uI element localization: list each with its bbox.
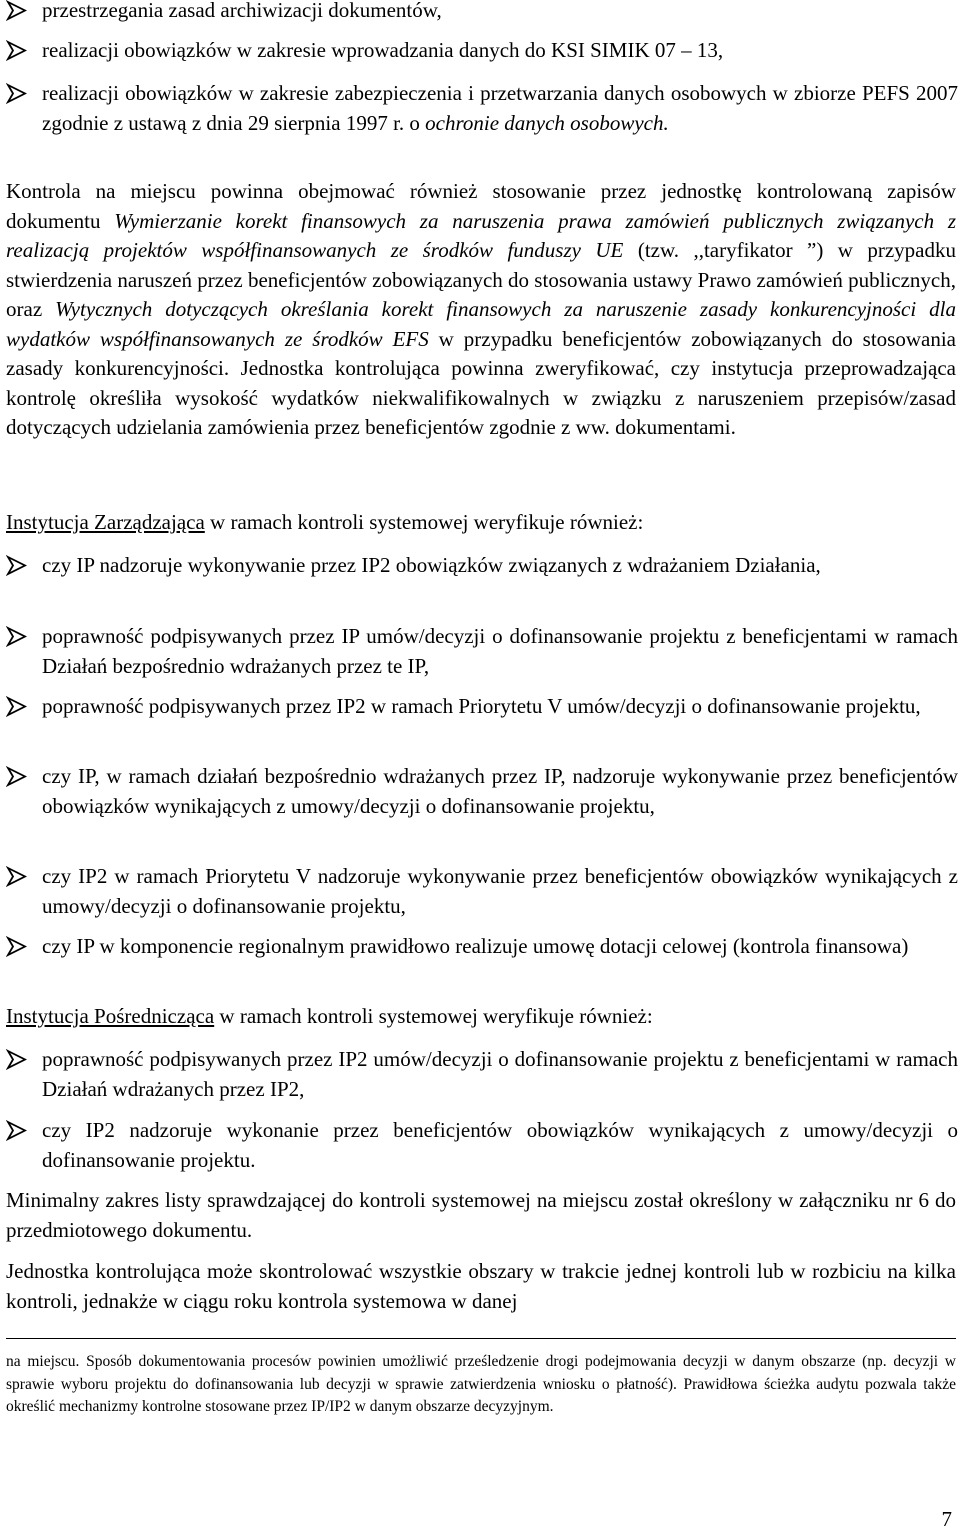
bullet-text: poprawność podpisywanych przez IP2 umów/decyzji o dofinansowanie projektu z beneficjentami w ramach Działań wdrażanych przez IP2, bbox=[42, 1047, 958, 1101]
paragraph-text: Minimalny zakres listy sprawdzającej do kontroli systemowej na miejscu został określony w załączniku nr 6 do przedmiotowego dokumentu. bbox=[6, 1188, 956, 1242]
jednostka-paragraph bbox=[6, 1257, 956, 1316]
arrow-bullet-icon bbox=[6, 626, 28, 647]
list-item bbox=[6, 1116, 958, 1175]
paragraph-text: Kontrola na miejscu powinna obejmować również stosowanie przez jednostkę kontrolowaną zapisów dokumentu bbox=[6, 179, 956, 233]
iz-heading-rest: w ramach kontroli systemowej weryfikuje również: bbox=[204, 510, 644, 534]
arrow-bullet-icon bbox=[6, 0, 28, 21]
bullet-text: realizacji obowiązków w zakresie wprowadzania danych do KSI SIMIK 07 – 13, bbox=[42, 38, 724, 62]
list-item bbox=[6, 1045, 958, 1104]
arrow-bullet-icon bbox=[6, 1049, 28, 1070]
bullet-text-italic: ochronie danych osobowych. bbox=[425, 110, 669, 135]
footnote-text: na miejscu. Sposób dokumentowania procesów powinien umożliwić prześledzenie drogi podejmowania decyzji w danym obszarze (np. decyzji w sprawie wyboru projektu do dofinansowania lub decyzji w sprawie zatwierdzenia wniosku o płatność). Prawidłowa ścieżka audytu pozwala także określić mechanizmy kontrolne stosowane przez IP/IP2 w danym obszarze decyzyjnym. bbox=[6, 1353, 956, 1415]
list-item bbox=[6, 862, 958, 921]
list-item bbox=[6, 0, 958, 26]
bullet-text: czy IP2 nadzoruje wykonanie przez beneficjentów obowiązków wynikających z umowy/decyzji o dofinansowanie projektu. bbox=[42, 1118, 958, 1172]
list-item bbox=[6, 551, 958, 581]
footnote bbox=[6, 1351, 956, 1419]
arrow-bullet-icon bbox=[6, 696, 28, 717]
paragraph-text: Jednostka kontrolująca może skontrolować wszystkie obszary w trakcie jednej kontroli lub w rozbiciu na kilka kontroli, jednakże w ciągu roku kontrola systemowa w danej bbox=[6, 1259, 956, 1313]
arrow-bullet-icon bbox=[6, 1120, 28, 1141]
arrow-bullet-icon bbox=[6, 83, 28, 104]
arrow-bullet-icon bbox=[6, 766, 28, 787]
document-title-italic: Wytycznych dotyczących określania korekt finansowych za naruszenie zasady konkurencyjności dla wydatków współfinansowanych ze środków EFS bbox=[6, 297, 956, 351]
ip-heading-underlined: Instytucja Pośrednicząca bbox=[6, 1004, 215, 1028]
bullet-text: czy IP, w ramach działań bezpośrednio wdrażanych przez IP, nadzoruje wykonywanie przez beneficjentów obowiązków wynikających z umowy/decyzji o dofinansowanie projektu, bbox=[42, 764, 958, 818]
bullet-text: poprawność podpisywanych przez IP2 w ramach Priorytetu V umów/decyzji o dofinansowanie projektu, bbox=[42, 694, 921, 718]
ip-heading bbox=[6, 1002, 956, 1032]
bullet-text: czy IP nadzoruje wykonywanie przez IP2 obowiązków związanych z wdrażaniem Działania, bbox=[42, 553, 821, 577]
kontrola-paragraph bbox=[6, 177, 956, 443]
bullet-text: realizacji obowiązków w zakresie zabezpieczenia i przetwarzania danych osobowych w zbiorze PEFS 2007 zgodnie z ustawą z dnia 29 sierpnia 1997 r. o bbox=[42, 81, 958, 135]
bullet-text: przestrzegania zasad archiwizacji dokumentów, bbox=[42, 0, 442, 22]
iz-heading-underlined: Instytucja Zarządzająca bbox=[6, 510, 205, 534]
list-item bbox=[6, 932, 958, 962]
arrow-bullet-icon bbox=[6, 866, 28, 887]
footnote-separator bbox=[6, 1338, 956, 1339]
document-title-italic: Wymierzanie korekt finansowych za naruszenia prawa zamówień publicznych związanych z realizacją projektów współfinansowanych ze środków funduszy UE bbox=[6, 208, 956, 262]
page-number: 7 bbox=[941, 1507, 952, 1531]
paragraph-text: w przypadku beneficjentów zobowiązanych do stosowania zasady konkurencyjności. Jednostka kontrolująca powinna zweryfikować, czy instytucja przeprowadzająca kontrolę określiła wysokość wydatków niekwalifikowalnych w związku z naruszeniem przepisów/zasad dotyczących udzielania zamówienia przez beneficjentów zgodnie z ww. dokumentami. bbox=[6, 326, 956, 439]
list-item bbox=[6, 692, 958, 722]
minimalny-paragraph bbox=[6, 1186, 956, 1245]
bullet-text: czy IP w komponencie regionalnym prawidłowo realizuje umowę dotacji celowej (kontrola finansowa) bbox=[42, 934, 909, 958]
bullet-text: czy IP2 w ramach Priorytetu V nadzoruje wykonywanie przez beneficjentów obowiązków wynikających z umowy/decyzji o dofinansowanie projektu, bbox=[42, 864, 958, 918]
list-item bbox=[6, 762, 958, 821]
list-item bbox=[6, 79, 958, 138]
ip-heading-rest: w ramach kontroli systemowej weryfikuje również: bbox=[214, 1004, 653, 1028]
list-item bbox=[6, 36, 958, 66]
arrow-bullet-icon bbox=[6, 40, 28, 61]
arrow-bullet-icon bbox=[6, 936, 28, 957]
bullet-text: poprawność podpisywanych przez IP umów/decyzji o dofinansowanie projektu z beneficjentami w ramach Działań bezpośrednio wdrażanych przez te IP, bbox=[42, 624, 958, 678]
paragraph-text: (tzw. ,,taryfikator ”) w przypadku stwierdzenia naruszeń przez beneficjentów zobowiązanych do stosowania ustawy Prawo zamówień publicznych, oraz bbox=[6, 238, 956, 321]
list-item bbox=[6, 622, 958, 681]
iz-heading bbox=[6, 508, 956, 538]
arrow-bullet-icon bbox=[6, 555, 28, 576]
